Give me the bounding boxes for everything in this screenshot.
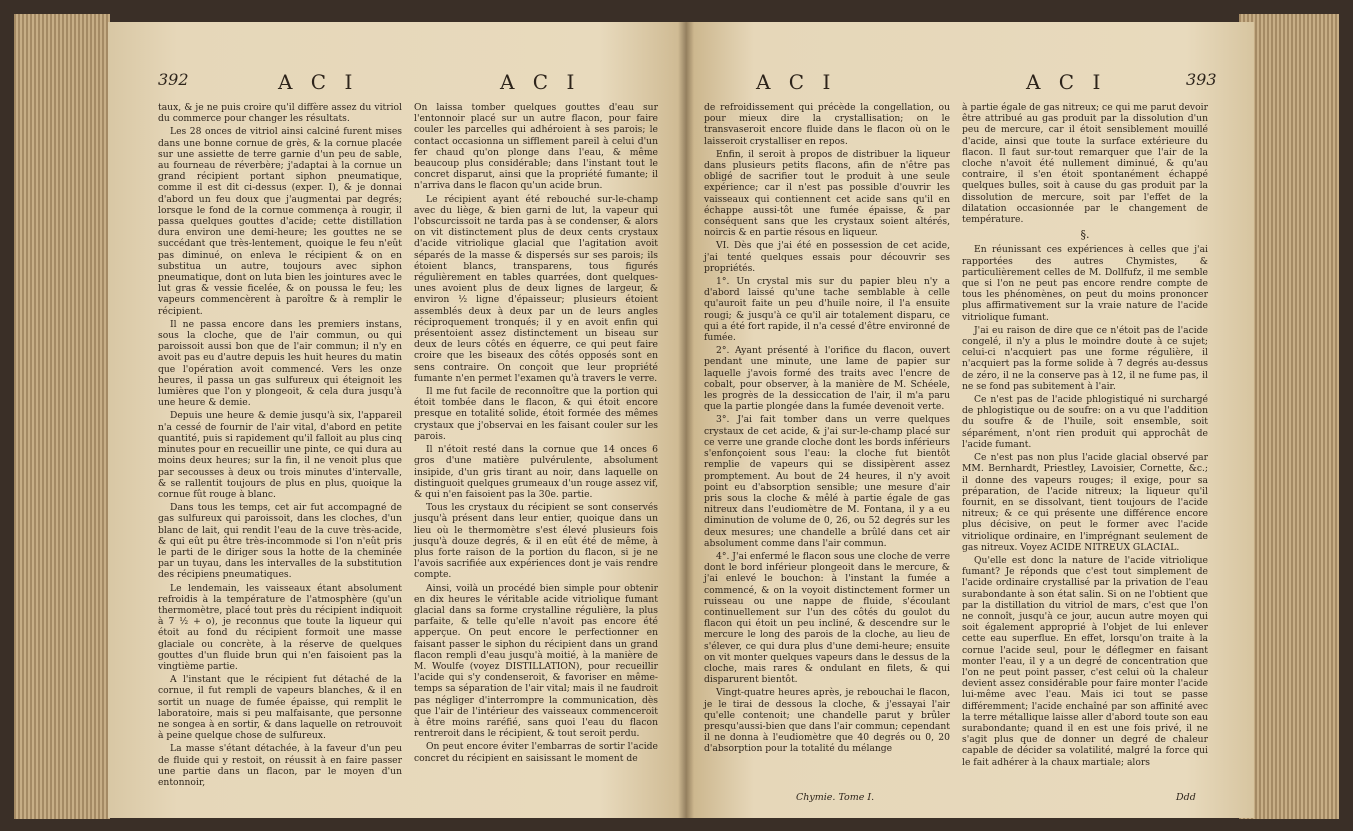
paragraph: 1°. Un crystal mis sur du papier bleu n'y a d'abord laissé qu'une tache semblable à celle qu'auroit faite un peu d'huile noire, il l'a ensuite rougi; & jusqu'à ce qu'il air totalement disparu, ce qui a été fort rapide, il n'a cessé d'être environné de fumée. bbox=[704, 276, 950, 344]
left-column-2 bbox=[414, 102, 658, 766]
left-page bbox=[108, 22, 686, 818]
paragraph: La masse s'étant détachée, à la faveur d'un peu de fluide qui y restoit, on réussit à en faire passer une partie dans un flacon, par le moyen d'un entonnoir, bbox=[158, 743, 402, 788]
paragraph: Tous les crystaux du récipient se sont conservés jusqu'à présent dans leur entier, quoique dans un lieu où le thermomètre s'est élevé plusieurs fois jusqu'à douze degrés, & il en eût été de même, à plus forte raison de la portion du flacon, si je ne l'avois sacrifiée aux expériences dont je vais rendre compte. bbox=[414, 502, 658, 581]
paragraph: Ce n'est pas de l'acide phlogistiqué ni surchargé de phlogistique ou de soufre: on a vu que l'addition du soufre & de l'huile, soit ensemble, soit séparément, n'ont rien produit qui approchât de l'acide fumant. bbox=[962, 394, 1208, 450]
paragraph: à partie égale de gas nitreux; ce qui me parut devoir être attribué au gas produit par la dissolution d'un peu de mercure, car il étoit sensiblement mouillé d'acide, ainsi que toute la surface extérieure du flacon. Il faut sur-tout remarquer que l'air de la cloche n'avoit été nullement diminué, & qu'au contraire, il s'en étoit spontanément échappé quelques bulles, soit à cause du gas produit par la dissolution de mercure, soit par l'effet de la dilatation occasionnée par le changement de température. bbox=[962, 102, 1208, 226]
paragraph: taux, & je ne puis croire qu'il diffère assez du vitriol du commerce pour changer les résultats. bbox=[158, 102, 402, 125]
page-number-right: 393 bbox=[1186, 70, 1217, 89]
paragraph: A l'instant que le récipient fut détaché de la cornue, il fut rempli de vapeurs blanches, & il en sortit un nuage de fumée épaisse, qui remplit le laboratoire, mais si peu malfaisante, que personne ne songea à en sortir, & dans laquelle on retrouvoit à peine quelque chose de sulfureux. bbox=[158, 674, 402, 742]
paragraph: Dans tous les temps, cet air fut accompagné de gas sulfureux qui paroissoit, dans les cloches, d'un blanc de lait, qui rendit l'eau de la cuve très-acide, & qui eût pu être très-incommode si l'on n'eût pris le parti de le diriger sous la hotte de la cheminée par un tuyau, dans les intervalles de la substitution des récipiens pneumatiques. bbox=[158, 502, 402, 581]
paragraph: On laissa tomber quelques gouttes d'eau sur l'entonnoir placé sur un autre flacon, pour faire couler les parcelles qui adhéroient à ses parois; le contact occasionna un sifflement pareil à celui d'un fer chaud qu'on plonge dans l'eau, & même beaucoup plus considérable; dans l'instant tout le concret disparut, ainsi que la propriété fumante; il n'arriva dans le flacon qu'un acide brun. bbox=[414, 102, 658, 192]
paragraph: Le lendemain, les vaisseaux étant absolument refroidis à la température de l'atmosphère (qu'un thermomètre, placé tout près du récipient indiquoit à 7 ½ + o), je reconnus que toute la liqueur qui étoit au fond du récipient formoit une masse glaciale ou concrète, à la réserve de quelques gouttes d'un fluide brun qui n'en faisoient pas la vingtième partie. bbox=[158, 582, 402, 672]
paragraph: Enfin, il seroit à propos de distribuer la liqueur dans plusieurs petits flacons, afin de n'être pas obligé de sacrifier tout le produit à une seule expérience; car il n'est pas possible d'ouvrir les vaisseaux qui contiennent cet acide sans qu'il en échappe aussi-tôt une fumée épaisse, & par conséquent sans que les crystaux soient altérés, noircis & en partie résous en liqueur. bbox=[704, 148, 950, 239]
paragraph: Ainsi, voilà un procédé bien simple pour obtenir en dix heures le véritable acide vitriolique fumant glacial dans sa forme crystalline régulière, la plus parfaite, & telle qu'elle n'avoit pas encore été apperçue. On peut encore le perfectionner en faisant passer le siphon du récipient dans un grand flacon rempli d'eau jusqu'à moitié, à la manière de M. Woulfe (voyez DISTILLATION), pour recueillir l'acide qui s'y condenseroit, & favoriser en même-temps sa séparation de l'air vital; mais il ne faudroit pas négliger d'interrompre la communication, dès que l'air de l'intérieur des vaisseaux commenceroit à être moins raréfié, sans quoi l'eau du flacon rentreroit dans le récipient, & tout seroit perdu. bbox=[414, 582, 658, 740]
right-page bbox=[686, 22, 1254, 818]
paragraph: Il me fut facile de reconnoître que la portion qui étoit tombée dans le flacon, & qui étoit encore presque en totalité solide, étoit formée des mêmes crystaux que j'observai en les faisant couler sur les parois. bbox=[414, 386, 658, 442]
left-column-1 bbox=[158, 102, 402, 790]
running-header-right-col1: A C I bbox=[756, 70, 837, 94]
paragraph: On peut encore éviter l'embarras de sortir l'acide concret du récipient en saisissant le moment de bbox=[414, 741, 658, 764]
paragraph: de refroidissement qui précède la congellation, ou pour mieux dire la crystallisation; on le transvaseroit encore fluide dans le flacon où on le laisseroit crystalliser en repos. bbox=[704, 102, 950, 147]
paragraph: Il ne passa encore dans les premiers instans, sous la cloche, que de l'air commun, ou qui paroissoit aussi bon que de l'air commun; il n'y en avoit pas eu d'autre depuis les huit heures du matin que l'opération avoit commencé. Vers les onze heures, il passa un gas sulfureux qui éteignoit les lumières que l'on y plongeoit, & cela dura jusqu'à une heure & demie. bbox=[158, 318, 402, 409]
book-gutter bbox=[678, 22, 694, 818]
running-header-left-col2: A C I bbox=[500, 70, 581, 94]
paragraph: 4°. J'ai enfermé le flacon sous une cloche de verre dont le bord inférieur plongeoit dans le mercure, & j'ai enlevé le bouchon: à l'instant la fumée a commencé, & on la voyoit distinctement former un ruisseau ou une nappe de fluide, s'écoulant continuellement sur l'un des côtés du goulot du flacon qui étoit un peu incliné, & descendre sur le mercure le long des parois de la cloche, au lieu de s'élever, ce qui dura plus d'une demi-heure; ensuite on vit monter quelques vapeurs dans le dessus de la cloche, mais rares & ondulant en filets, & qui disparurent bientôt. bbox=[704, 550, 951, 686]
paragraph: 3°. J'ai fait tomber dans un verre quelques crystaux de cet acide, & j'ai sur-le-champ placé sur ce verre une grande cloche dont les bords inférieurs s'enfonçoient sous l'eau: la cloche fut bientôt remplie de vapeurs qui se dissipèrent assez promptement. Au bout de 24 heures, il n'y avoit point eu d'absorption sensible; une mesure d'air pris sous la cloche & mêlé à partie égale de gas nitreux dans l'eudiomètre de M. Fontana, il y a eu diminution de volume de 0, 26, ou 52 degrés sur les deux mesures; une chandelle a brûlé dans cet air absolument comme dans l'air commun. bbox=[704, 414, 950, 549]
paragraph: 2°. Ayant présenté à l'orifice du flacon, ouvert pendant une minute, une lame de papier sur laquelle j'avois formé des traits avec l'encre de cobalt, pour observer, à la manière de M. Schéele, les progrès de la dessiccation de l'air, il m'a paru que la partie plongée dans la fumée devenoit verte. bbox=[704, 345, 950, 413]
running-header-right-col2: A C I bbox=[1026, 70, 1107, 94]
right-page-edges bbox=[1239, 14, 1339, 819]
paragraph: En réunissant ces expériences à celles que j'ai rapportées des autres Chymistes, & particulièrement celles de M. Dollfufz, il me semble que si l'on ne peut pas encore rendre compte de tous les phénomènes, on peut du moins prononcer plus affirmativement sur la vraie nature de l'acide vitriolique fumant. bbox=[962, 244, 1208, 323]
paragraph: Il n'étoit resté dans la cornue que 14 onces 6 gros d'une matière pulvérulente, absolument insipide, d'un gris tirant au noir, dans laquelle on distinguoit quelques grumeaux d'un rouge assez vif, & qui n'en faisoient pas la 30e. partie. bbox=[414, 444, 658, 500]
paragraph: J'ai eu raison de dire que ce n'étoit pas de l'acide congelé, il n'y a plus le moindre doute à ce sujet; celui-ci n'acquiert pas une forme régulière, il n'acquiert pas la forme solide à 7 degrés au-dessus de zéro, il ne la conserve pas à 12, il ne fume pas, il ne se fond pas subitement à l'air. bbox=[962, 324, 1208, 392]
right-column-2 bbox=[962, 102, 1208, 770]
paragraph: Qu'elle est donc la nature de l'acide vitriolique fumant? Je réponds que c'est tout simplement de l'acide ordinaire crystallisé par la privation de l'eau surabondante à son état salin. Si on ne l'obtient que par la distillation du vitriol de mars, c'est que l'on ne connoît, jusqu'à ce jour, aucun autre moyen qui soit également approprié à l'objet de lui enlever cette eau superflue. En effet, lorsqu'on traite à la cornue l'acide seul, pour le déflegmer en faisant monter l'eau, il y a un degré de concentration que l'on ne peut point passer, c'est celui où la chaleur devient assez considérable pour faire monter l'acide lui-même avec l'eau. Mais ici tout se passe différemment; l'acide enchaîné par son affinité avec la terre métallique laisse aller d'abord toute son eau surabondante; quand il en est une fois privé, il ne s'agit plus que de donner un degré de chaleur capable de décider sa volatilité, malgré la force qui le fait adhérer à la chaux martiale; alors bbox=[962, 554, 1208, 768]
right-column-1 bbox=[704, 102, 950, 757]
paragraph: Depuis une heure & demie jusqu'à six, l'appareil n'a cessé de fournir de l'air vital, d'abord en petite quantité, puis si rapidement qu'il falloit au plus cinq minutes pour en recueillir une pinte, ce qui dura au moins deux heures; sur la fin, il ne venoit plus que par secousses à deux ou trois minutes d'intervalle, & se rallentit toujours de plus en plus, quoique la cornue fût rouge à blanc. bbox=[158, 410, 402, 500]
left-page-edges bbox=[14, 14, 110, 819]
signature-mark-right: Ddd bbox=[1176, 792, 1196, 803]
signature-mark-left: Chymie. Tome I. bbox=[796, 792, 875, 803]
paragraph: Vingt-quatre heures après, je rebouchai le flacon, je le tirai de dessous la cloche, & j'essayai l'air qu'elle contenoit; une chandelle parut y brûler presqu'aussi-bien que dans l'air commun; cependant il ne donna à l'eudiomètre que 40 degrés ou 0, 20 d'absorption pour la totalité du mélange bbox=[704, 687, 950, 755]
paragraph: Les 28 onces de vitriol ainsi calciné furent mises dans une bonne cornue de grès, & la cornue placée sur une assiette de terre garnie d'un peu de sable, au fourneau de réverbère; j'adaptai à la cornue un grand récipient portant siphon pneumatique, comme il est dit ci-dessus (exper. I), & je donnai d'abord un feu doux que j'augmentai par degrés; lorsque le fond de la cornue commença à rougir, il passa quelques gouttes d'acide; cette distillation dura environ une demi-heure; les gouttes ne se succédant que très-lentement, quoique le feu n'eût pas diminué, on enleva le récipient & on en substitua un autre, toujours avec siphon pneumatique, dont on luta bien les jointures avec le lut gras & vessie ficelée, & on poussa le feu; les vapeurs commencèrent à paroître & à remplir le récipient. bbox=[158, 126, 402, 317]
page-number-left: 392 bbox=[158, 70, 189, 89]
section-mark: §. bbox=[1080, 228, 1090, 242]
paragraph: Ce n'est pas non plus l'acide glacial observé par MM. Bernhardt, Priestley, Lavoisier, Cornette, &c.; il donne des vapeurs rouges; il exige, pour sa préparation, de l'acide nitreux; la liqueur qu'il fournit, en se dissolvant, tient toujours de l'acide nitreux; & ce qui présente une différence encore plus décisive, on peut le former avec l'acide vitriolique ordinaire, en l'imprégnant seulement de gas nitreux. Voyez ACIDE NITREUX GLACIAL. bbox=[962, 452, 1208, 553]
running-header-left-col1: A C I bbox=[278, 70, 359, 94]
paragraph: VI. Dès que j'ai été en possession de cet acide, j'ai tenté quelques essais pour découvrir ses propriétés. bbox=[704, 240, 950, 274]
paragraph: Le récipient ayant été rebouché sur-le-champ avec du liège, & bien garni de lut, la vapeur qui l'obscurcissoit ne tarda pas à se condenser, & alors on vit distinctement plus de deux cents crystaux d'acide vitriolique glacial que l'agitation avoit séparés de la masse & dispersés sur ses parois; ils étoient blancs, transparens, tous figurés régulièrement en tables quarrées, dont quelques-unes avoient plus de deux lignes de largeur, & environ ½ ligne d'épaisseur; plusieurs étoient assemblés deux à deux par un de leurs angles réciproquement tronqués; il y en avoit enfin qui présentoient assez distinctement un biseau sur deux de leurs côtés en équerre, ce qui peut faire croire que les biseaux des côtés opposés sont en sens contraire. On conçoit que leur propriété fumante n'en permet l'examen qu'à travers le verre. bbox=[414, 193, 658, 384]
